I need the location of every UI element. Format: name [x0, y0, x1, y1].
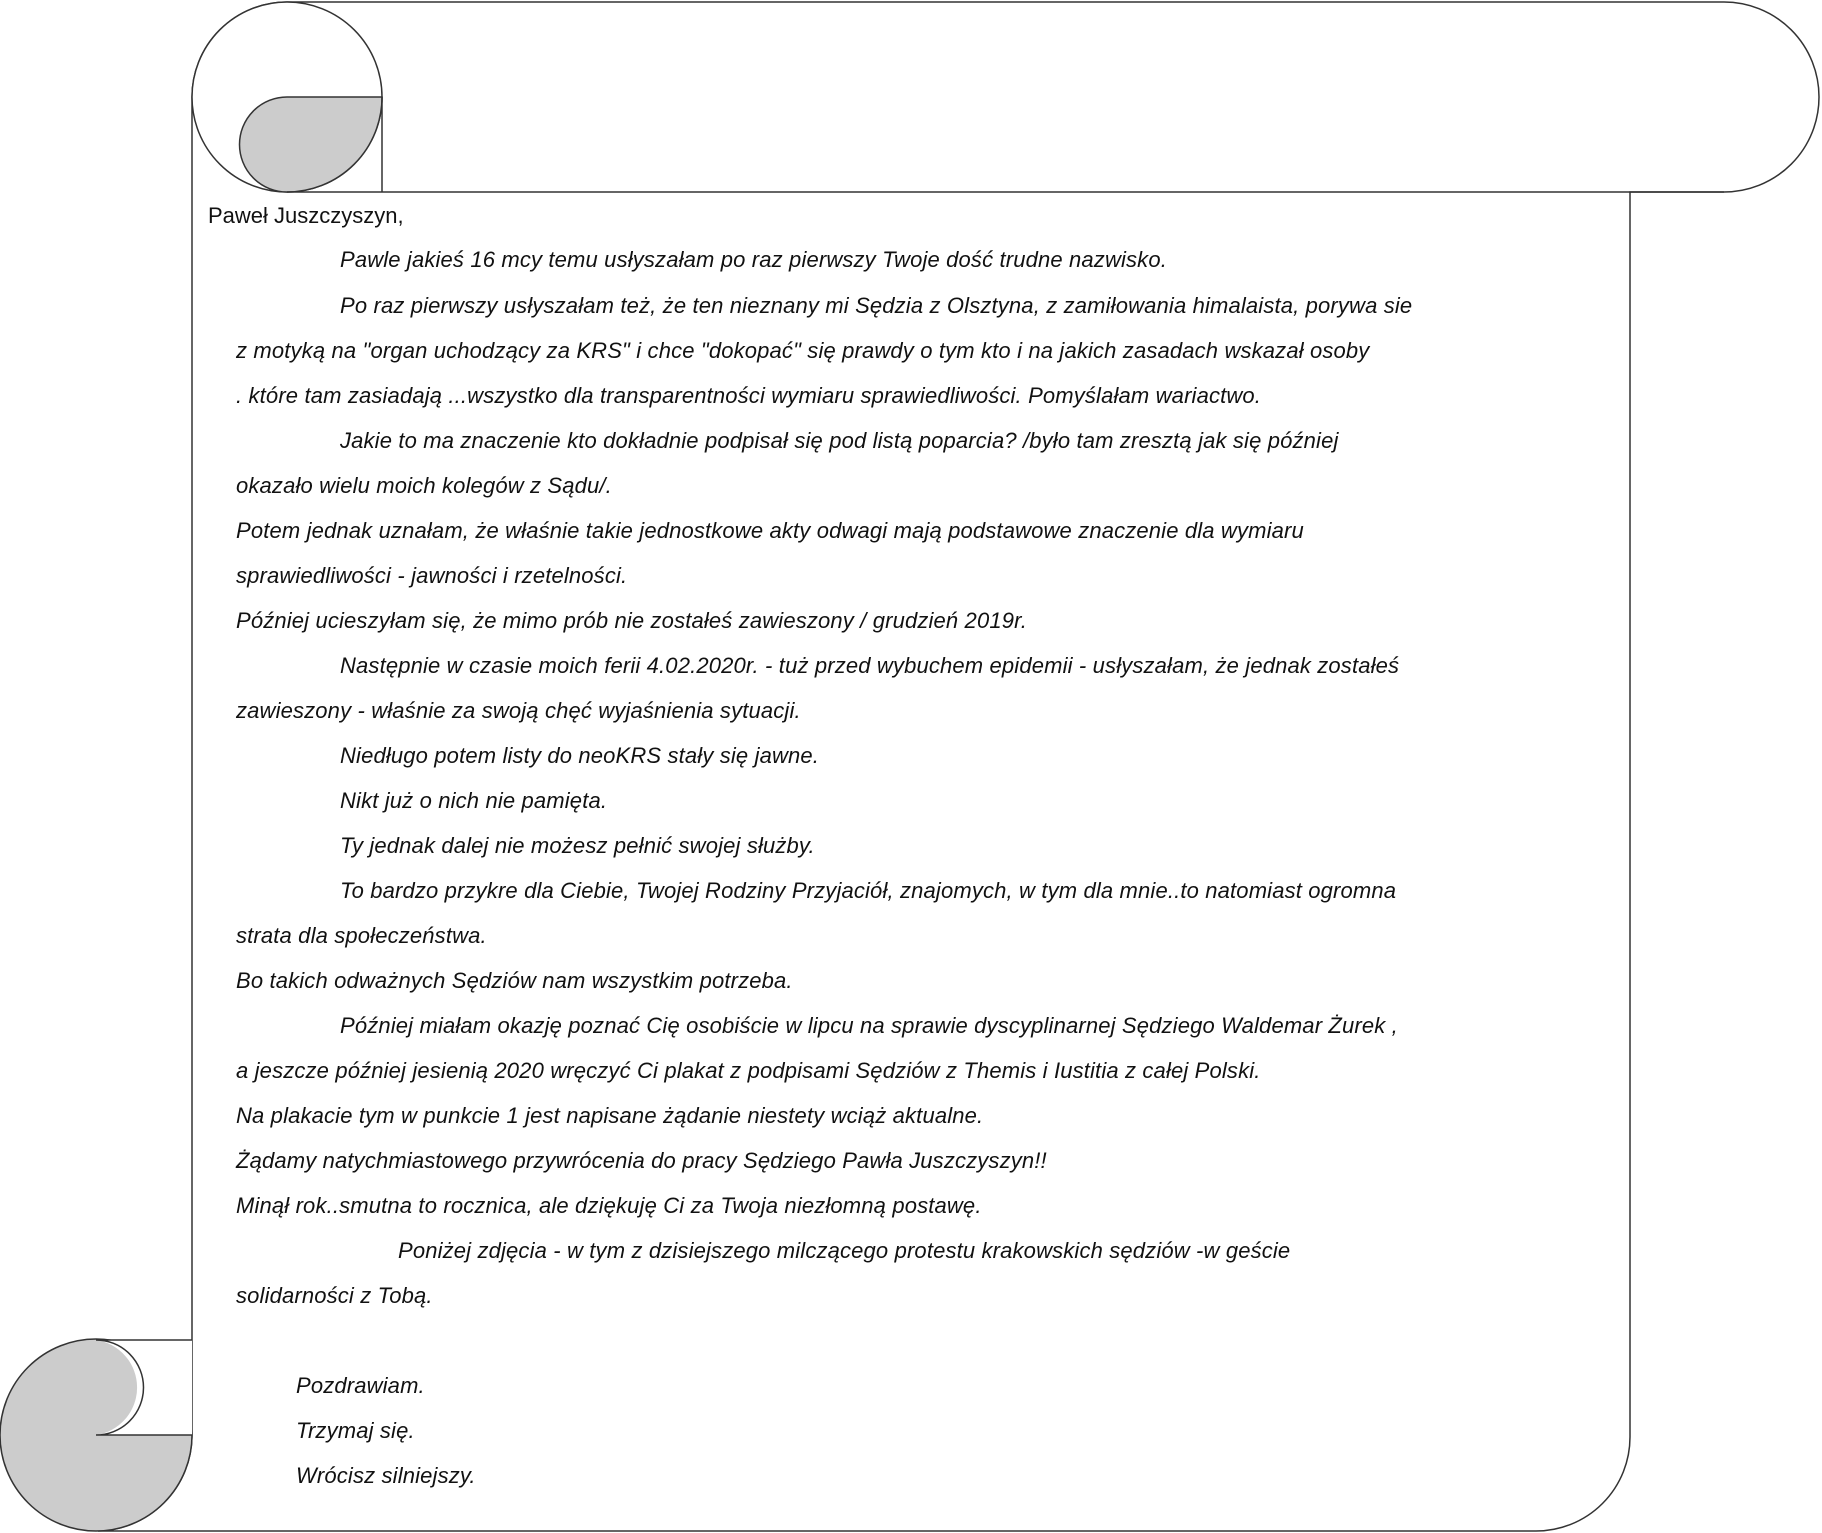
letter-line: . które tam zasiadają ...wszystko dla transparentności wymiaru sprawiedliwości. Pomyślałam wariactwo. [236, 383, 1262, 408]
letter-line: z motyką na "organ uchodzący za KRS" i chce "dokopać" się prawdy o tym kto i na jakich zasadach wskazał osoby [236, 338, 1370, 363]
letter-line: a jeszcze później jesienią 2020 wręczyć Ci plakat z podpisami Sędziów z Themis i Iustitia z całej Polski. [236, 1058, 1261, 1083]
letter-line: Następnie w czasie moich ferii 4.02.2020r. - tuż przed wybuchem epidemii - usłyszałam, że jednak zostałeś [340, 653, 1400, 678]
letter-line: Nikt już o nich nie pamięta. [340, 788, 608, 813]
letter-line: Niedługo potem listy do neoKRS stały się jawne. [340, 743, 820, 768]
letter-line: Później ucieszyłam się, że mimo prób nie zostałeś zawieszony / grudzień 2019r. [236, 608, 1028, 633]
closing-line: Trzymaj się. [296, 1418, 415, 1443]
letter-line: Później miałam okazję poznać Cię osobiście w lipcu na sprawie dyscyplinarnej Sędziego Waldemar Żurek , [340, 1013, 1398, 1038]
letter-line: Minął rok..smutna to rocznica, ale dziękuję Ci za Twoja niezłomną postawę. [236, 1193, 982, 1218]
letter-line: sprawiedliwości - jawności i rzetelności. [236, 563, 628, 588]
letter-line: zawieszony - właśnie za swoją chęć wyjaśnienia sytuacji. [236, 698, 801, 723]
letter-line: Pawle jakieś 16 mcy temu usłyszałam po raz pierwszy Twoje dość trudne nazwisko. [340, 247, 1167, 272]
letter-line: Bo takich odważnych Sędziów nam wszystkim potrzeba. [236, 968, 793, 993]
letter-line: Poniżej zdjęcia - w tym z dzisiejszego milczącego protestu krakowskich sędziów -w geście [398, 1238, 1291, 1263]
letter-greeting: Paweł Juszczyszyn, [208, 203, 404, 228]
letter-line: Ty jednak dalej nie możesz pełnić swojej służby. [340, 833, 815, 858]
closing-line: Wrócisz silniejszy. [296, 1463, 476, 1488]
closing-line: Pozdrawiam. [296, 1373, 425, 1398]
letter-line: Na plakacie tym w punkcie 1 jest napisane żądanie niestety wciąż aktualne. [236, 1103, 984, 1128]
letter-line: Jakie to ma znaczenie kto dokładnie podpisał się pod listą poparcia? /było tam zresztą jak się później [340, 428, 1339, 453]
letter-line: Potem jednak uznałam, że właśnie takie jednostkowe akty odwagi mają podstawowe znaczenie dla wymiaru [236, 518, 1304, 543]
letter-line: Żądamy natychmiastowego przywrócenia do pracy Sędziego Pawła Juszczyszyn!! [236, 1148, 1047, 1173]
letter-line: okazało wielu moich kolegów z Sądu/. [236, 473, 612, 498]
letter-line: solidarności z Tobą. [236, 1283, 433, 1308]
letter-line: strata dla społeczeństwa. [236, 923, 487, 948]
letter-line: Po raz pierwszy usłyszałam też, że ten nieznany mi Sędzia z Olsztyna, z zamiłowania himalaista, porywa sie [340, 293, 1413, 318]
letter-line: To bardzo przykre dla Ciebie, Twojej Rodziny Przyjaciół, znajomych, w tym dla mnie..to natomiast ogromna [340, 878, 1397, 903]
